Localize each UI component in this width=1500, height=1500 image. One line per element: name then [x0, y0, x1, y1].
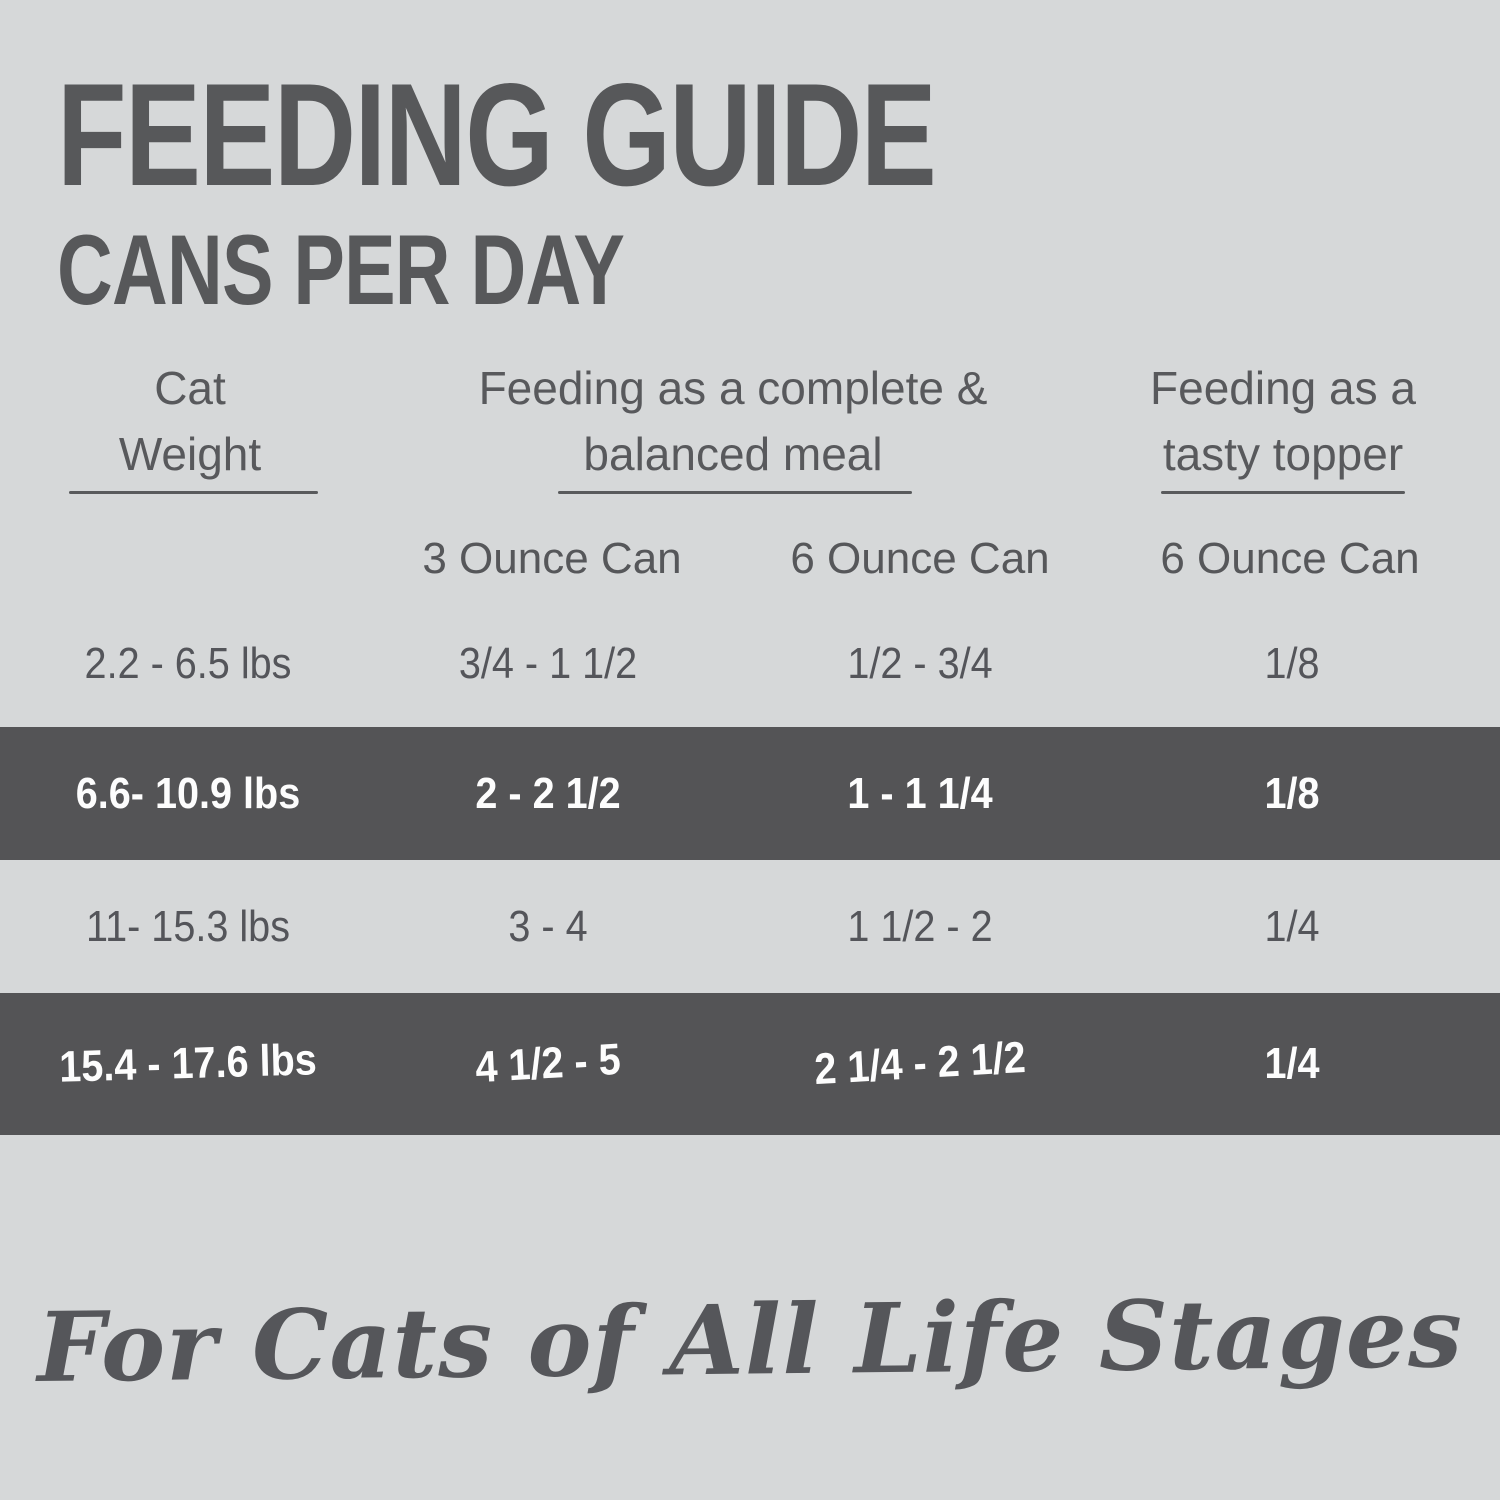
cell-meal-6oz: 2 1/4 - 2 1/2 — [813, 1032, 1027, 1095]
header-underline-tasty-topper — [1161, 491, 1405, 494]
cell-meal-3oz: 2 - 2 1/2 — [475, 768, 621, 818]
column-header-line: balanced meal — [583, 428, 883, 480]
tagline: For Cats of All Life Stages — [36, 1276, 1464, 1404]
page-title: FEEDING GUIDE — [57, 53, 936, 216]
cell-weight: 6.6- 10.9 lbs — [75, 768, 301, 818]
cell-meal-3oz: 3 - 4 — [508, 901, 588, 951]
subheader-6oz-can-meal: 6 Ounce Can — [790, 534, 1050, 583]
page-subtitle: CANS PER DAY — [57, 214, 625, 325]
cell-weight: 2.2 - 6.5 lbs — [84, 638, 292, 688]
cell-meal-6oz: 1/2 - 3/4 — [847, 638, 993, 688]
cell-weight: 15.4 - 17.6 lbs — [58, 1035, 318, 1092]
table-row — [0, 600, 1500, 727]
column-header-line: Feeding as a — [1150, 362, 1416, 414]
table-row — [0, 860, 1500, 993]
column-header-line: Cat — [154, 362, 226, 414]
header-underline-complete-meal — [558, 491, 912, 494]
subheader-3oz-can-meal: 3 Ounce Can — [422, 534, 682, 583]
column-header-line: tasty topper — [1162, 428, 1404, 480]
cell-topper-6oz: 1/8 — [1264, 638, 1320, 688]
cell-topper-6oz: 1/4 — [1264, 1039, 1320, 1088]
cell-meal-3oz: 3/4 - 1 1/2 — [458, 638, 638, 688]
column-header-line: Feeding as a complete & — [478, 362, 988, 414]
column-header-cat-weight — [119, 355, 261, 487]
cell-meal-6oz: 1 - 1 1/4 — [847, 768, 993, 818]
cell-topper-6oz: 1/8 — [1264, 768, 1320, 818]
column-header-complete-meal — [479, 355, 988, 487]
cell-topper-6oz: 1/4 — [1264, 901, 1320, 951]
cell-meal-6oz: 1 1/2 - 2 — [847, 901, 993, 951]
column-header-line: Weight — [118, 428, 262, 480]
table-row-highlighted — [0, 993, 1500, 1135]
table-row-highlighted — [0, 727, 1500, 860]
header-underline-cat-weight — [69, 491, 318, 494]
column-header-tasty-topper — [1150, 355, 1416, 487]
cell-meal-3oz: 4 1/2 - 5 — [474, 1034, 622, 1093]
subheader-6oz-can-topper: 6 Ounce Can — [1160, 534, 1420, 583]
cell-weight: 11- 15.3 lbs — [85, 901, 291, 951]
